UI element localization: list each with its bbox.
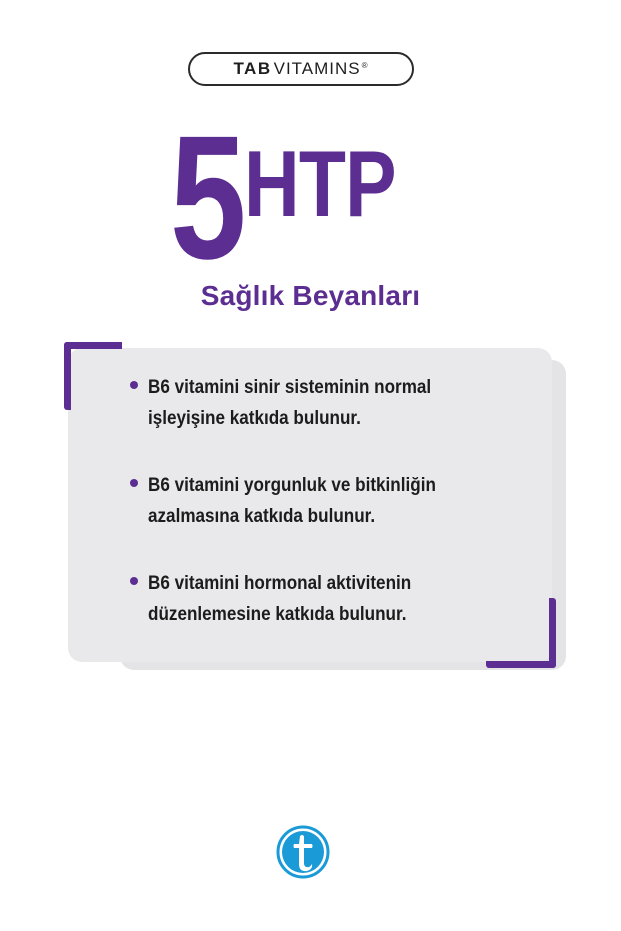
list-item (128, 568, 528, 630)
brand-vitamins-text: VITAMINS (273, 59, 361, 78)
registered-mark: ® (361, 60, 369, 70)
list-item (128, 470, 528, 532)
bullet-dot-icon (130, 479, 138, 487)
claim-line: B6 vitamini yorgunluk ve bitkinliğin (148, 475, 436, 496)
claim-line: B6 vitamini hormonal aktivitenin (148, 573, 412, 594)
claim-line: B6 vitamini sinir sisteminin normal (148, 377, 432, 398)
page-subtitle: Sağlık Beyanları (200, 280, 421, 311)
claims-list (128, 372, 528, 666)
claim-line: düzenlemesine katkıda bulunur. (148, 604, 407, 625)
claim-line: azalmasına katkıda bulunur. (148, 506, 376, 527)
product-title (0, 0, 621, 330)
frame-corner-top-left-vertical (64, 342, 71, 410)
frame-corner-bottom-right-vertical (549, 598, 556, 668)
product-number: 5 (170, 100, 245, 296)
bullet-dot-icon (130, 381, 138, 389)
tab-t-logo-icon (276, 825, 330, 879)
claim-line: işleyişine katkıda bulunur. (148, 408, 361, 429)
frame-corner-top-left (64, 342, 122, 349)
bullet-dot-icon (130, 577, 138, 585)
list-item (128, 372, 528, 434)
brand-tab-text: TAB (233, 59, 272, 78)
product-letters: HTP (244, 131, 396, 236)
